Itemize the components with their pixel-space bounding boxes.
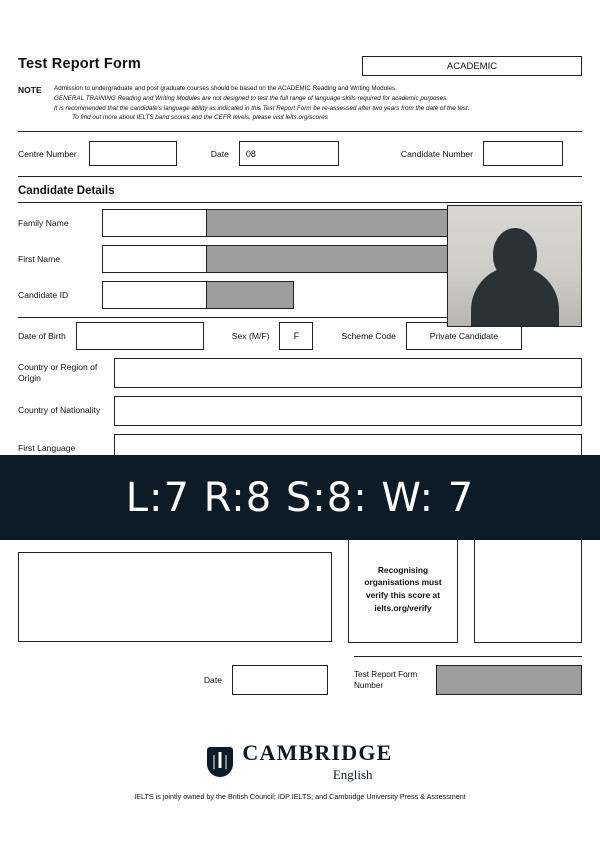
sex-label: Sex (M/F) — [231, 331, 270, 341]
note-label: NOTE — [18, 85, 42, 95]
page-title: Test Report Form — [18, 56, 141, 72]
date-input[interactable] — [239, 141, 339, 166]
footer-row — [18, 665, 582, 695]
first-language-label: First Language — [18, 443, 76, 454]
country-nationality-input[interactable] — [114, 396, 582, 426]
family-name-white-area — [103, 210, 207, 236]
trf-divider — [354, 656, 582, 657]
ownership-note: IELTS is jointly owned by the British Council; IDP IELTS; and Cambridge University Press & Assessment — [134, 792, 466, 801]
candidate-details-title: Candidate Details — [18, 185, 115, 197]
centre-number-input[interactable] — [89, 141, 177, 166]
candidate-id-white-area — [103, 282, 207, 308]
trf-number-input[interactable] — [436, 665, 582, 695]
validation-stamp-box — [474, 535, 582, 643]
cambridge-wordmark: CAMBRIDGE — [242, 740, 393, 765]
photo-silhouette-head — [493, 228, 537, 280]
candidate-id-label: Candidate ID — [18, 290, 69, 300]
date-label: Date — [210, 148, 229, 159]
candidate-number-input[interactable] — [483, 141, 563, 166]
note-body — [54, 84, 469, 123]
verify-notice-text: Recognising organisations must verify this score at ielts.org/verify — [364, 564, 442, 613]
header-divider — [18, 131, 582, 132]
country-nationality-row — [18, 396, 582, 426]
scheme-code-value: Private Candidate — [429, 331, 499, 341]
candidate-number-label: Candidate Number — [400, 148, 474, 159]
date-of-birth-label: Date of Birth — [18, 331, 66, 341]
lower-boxes-row — [18, 535, 582, 643]
candidate-details-divider — [18, 202, 582, 203]
candidate-photo — [447, 205, 582, 327]
scheme-code-label: Scheme Code — [341, 331, 396, 341]
trf-number-label: Test Report Form Number — [354, 669, 418, 690]
verify-notice-box — [348, 535, 458, 643]
candidate-id-input[interactable] — [102, 281, 294, 309]
note-line-1: Admission to undergraduate and post graduate courses should be based on the ACADEMIC Reading and Writing Modules. — [54, 85, 397, 92]
footer-date-input[interactable] — [232, 665, 328, 695]
form-header — [18, 50, 582, 76]
score-overlay-text: L:7 R:8 S:8: W: 7 — [125, 474, 475, 521]
note-line-3: It is recommended that the candidate's language ability as indicated in this Test Report Form be re-assessed after two years from the date of the test. — [54, 104, 470, 112]
country-origin-label: Country or Region of Origin — [18, 361, 98, 383]
score-overlay-banner — [0, 455, 600, 540]
date-value: 08 — [245, 148, 256, 159]
first-name-white-area — [103, 246, 207, 272]
note-section — [18, 84, 582, 123]
lower-section — [18, 535, 582, 643]
first-name-input[interactable] — [102, 245, 448, 273]
first-name-label: First Name — [18, 254, 61, 264]
module-label: ACADEMIC — [446, 60, 498, 72]
centre-number-label: Centre Number — [18, 148, 77, 159]
identifiers-row — [18, 141, 582, 166]
sex-value: F — [293, 331, 300, 341]
country-nationality-label: Country of Nationality — [18, 405, 101, 416]
note-line-2: GENERAL TRAINING Reading and Writing Modules are not designed to test the full range of language skills required for academic purposes. — [54, 94, 448, 102]
footer-date-label: Date — [203, 675, 222, 685]
form-sheet — [18, 50, 582, 464]
family-name-label: Family Name — [18, 218, 69, 228]
cambridge-logo — [207, 740, 392, 783]
family-name-input[interactable] — [102, 209, 448, 237]
logo-section — [0, 740, 600, 801]
identifiers-divider — [18, 176, 582, 177]
english-wordmark: English — [332, 767, 373, 782]
date-of-birth-input[interactable] — [76, 322, 204, 350]
module-box — [362, 56, 582, 76]
country-origin-row — [18, 358, 582, 388]
administrator-comments-box[interactable] — [18, 552, 332, 642]
sex-input[interactable] — [279, 322, 313, 350]
cambridge-crest-icon — [207, 747, 233, 777]
candidate-details-block — [18, 209, 582, 309]
note-line-4: To find out more about IELTS band scores and the CEFR levels, please visit ielts.org/scores — [72, 114, 328, 122]
country-origin-input[interactable] — [114, 358, 582, 388]
